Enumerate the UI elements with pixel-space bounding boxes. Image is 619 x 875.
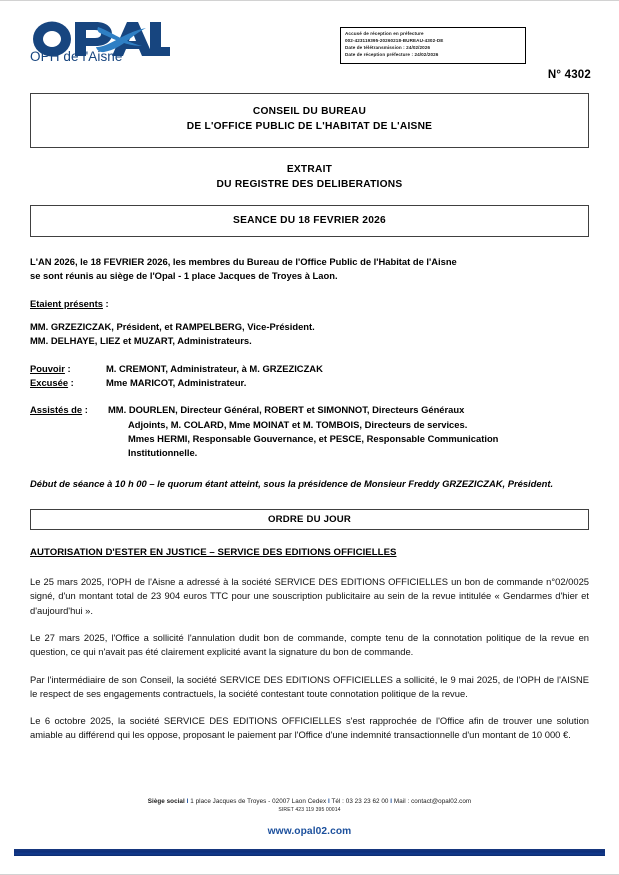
stamp-line-2: 002-423119395-20260218-BUREAU-4302-DE	[345, 37, 444, 44]
council-title-box	[30, 93, 589, 148]
opal-logo-tagline: OPH de l'Aisne	[30, 49, 123, 64]
proxy-label: Pouvoir	[30, 362, 65, 374]
proxy-colon: :	[64, 362, 71, 374]
council-title-line-2: DE L'OFFICE PUBLIC DE L'HABITAT DE L'AISNE	[186, 121, 433, 133]
footer-separator-1: I	[186, 798, 189, 805]
page-footer	[0, 774, 619, 874]
present-heading	[30, 297, 589, 311]
agenda-header-label: ORDRE DU JOUR	[267, 513, 352, 525]
assisted-line-2: Adjoints, M. COLARD, Mme MOINAT et M. TOMBOIS, Directeurs de services.	[128, 418, 468, 430]
body-paragraph-3: Par l'intermédiaire de son Conseil, la société SERVICE DES EDITIONS OFFICIELLES a sollicité, le 9 mai 2025, de l'OPH de l'AISNE le respect de ses engagements contractuels, la société contestant toute connotation politique de la revue.	[30, 673, 589, 699]
excused-label: Excusée	[30, 376, 69, 388]
seance-date-label: SEANCE DU 18 FEVRIER 2026	[233, 215, 386, 227]
footer-separator-2: I	[327, 798, 330, 805]
present-heading-colon: :	[102, 297, 109, 309]
body-paragraph-1: Le 25 mars 2025, l'OPH de l'Aisne a adressé à la société SERVICE DES EDITIONS OFFICIELLES un bon de commande n°02/0025 signé, d'un montant total de 23 904 euros TTC pour une souscription publicitaire au sein de la revue intitulée « Gendarmes d'hier et d'aujourd'hui ».	[30, 576, 589, 616]
excused-colon: :	[68, 376, 74, 388]
assisted-line-1: MM. DOURLEN, Directeur Général, ROBERT et SIMONNOT, Directeurs Généraux	[108, 404, 465, 416]
extrait-line-2: DU REGISTRE DES DELIBERATIONS	[216, 178, 403, 190]
footer-siret: SIRET 423 119 395 00014	[278, 807, 341, 813]
footer-siege-label: Siège social	[147, 798, 185, 805]
proxy-excused-block	[30, 362, 589, 391]
seance-date-box	[30, 205, 589, 237]
footer-separator-3: I	[390, 798, 393, 805]
excused-value: Mme MARICOT, Administrateur.	[106, 376, 247, 388]
document-number: N° 4302	[547, 69, 591, 81]
assisted-label-cell	[30, 403, 106, 460]
preamble-line-1: L'AN 2026, le 18 FEVRIER 2026, les membres du Bureau de l'Office Public de l'Habitat de l'Aisne	[30, 256, 457, 268]
extrait-line-1: EXTRAIT	[286, 163, 333, 175]
assisted-row	[30, 403, 589, 460]
body-paragraph-4: Le 6 octobre 2025, la société SERVICE DES EDITIONS OFFICIELLES s'est rapprochée de l'Office afin de trouver une solution amiable au différend qui les oppose, proposant le paiement par l'Office d'une indemnité transactionnelle d'un montant de 10 000 €.	[30, 715, 589, 741]
body-paragraph-2: Le 27 mars 2025, l'Office a sollicité l'annulation dudit bon de commande, compte tenu de la connotation politique de la revue en question, ce qui n'avait pas été clairement explicité avant la signature du bon de commande.	[30, 631, 589, 658]
stamp-line-4: Date de réception préfecture : 24/02/2026	[345, 51, 439, 58]
council-title-line-1: CONSEIL DU BUREAU	[252, 106, 367, 117]
agenda-header-box	[30, 509, 589, 530]
assisted-label: Assistés de	[30, 404, 83, 416]
assisted-value	[106, 403, 589, 460]
stamp-line-3: Date de télétransmission : 24/02/2026	[345, 44, 431, 51]
prefecture-receipt-stamp	[340, 27, 526, 64]
stamp-line-1: Accusé de réception en préfecture	[345, 31, 424, 37]
footer-telephone: Tél : 03 23 23 62 00	[331, 798, 389, 805]
footer-blue-bar	[14, 849, 605, 856]
proxy-label-cell	[30, 362, 96, 376]
present-members-line-1: MM. GRZEZICZAK, Président, et RAMPELBERG, Vice-Président.	[30, 321, 315, 333]
proxy-value: M. CREMONT, Administrateur, à M. GRZEZICZAK	[106, 362, 323, 374]
excused-label-cell	[30, 376, 96, 390]
footer-address: 1 place Jacques de Troyes - 02007 Laon Cedex	[190, 798, 327, 805]
present-members-line-2: MM. DELHAYE, LIEZ et MUZART, Administrateurs.	[30, 335, 252, 347]
footer-contact-line	[0, 798, 619, 805]
assisted-colon: :	[82, 404, 88, 416]
preamble-paragraph	[30, 255, 589, 284]
page-header	[0, 1, 619, 93]
document-body	[30, 237, 589, 743]
assisted-block	[30, 403, 589, 460]
proxy-row	[30, 362, 589, 376]
preamble-line-2: se sont réunis au siège de l'Opal - 1 place Jacques de Troyes à Laon.	[30, 270, 338, 282]
footer-website-link[interactable]: www.opal02.com	[267, 826, 352, 837]
extrait-heading	[0, 162, 619, 193]
present-heading-label: Etaient présents	[30, 297, 103, 309]
assisted-line-3: Mmes HERMI, Responsable Gouvernance, et PESCE, Responsable Communication	[128, 432, 499, 444]
assisted-line-4: Institutionnelle.	[128, 447, 198, 459]
quorum-statement: Début de séance à 10 h 00 – le quorum étant atteint, sous la présidence de Monsieur Freddy GRZEZICZAK, Président.	[30, 478, 554, 490]
footer-email: Mail : contact@opal02.com	[393, 798, 472, 805]
excused-row	[30, 376, 589, 390]
agenda-item-title: AUTORISATION D'ESTER EN JUSTICE – SERVICE DES EDITIONS OFFICIELLES	[30, 547, 397, 559]
present-members	[30, 320, 589, 349]
